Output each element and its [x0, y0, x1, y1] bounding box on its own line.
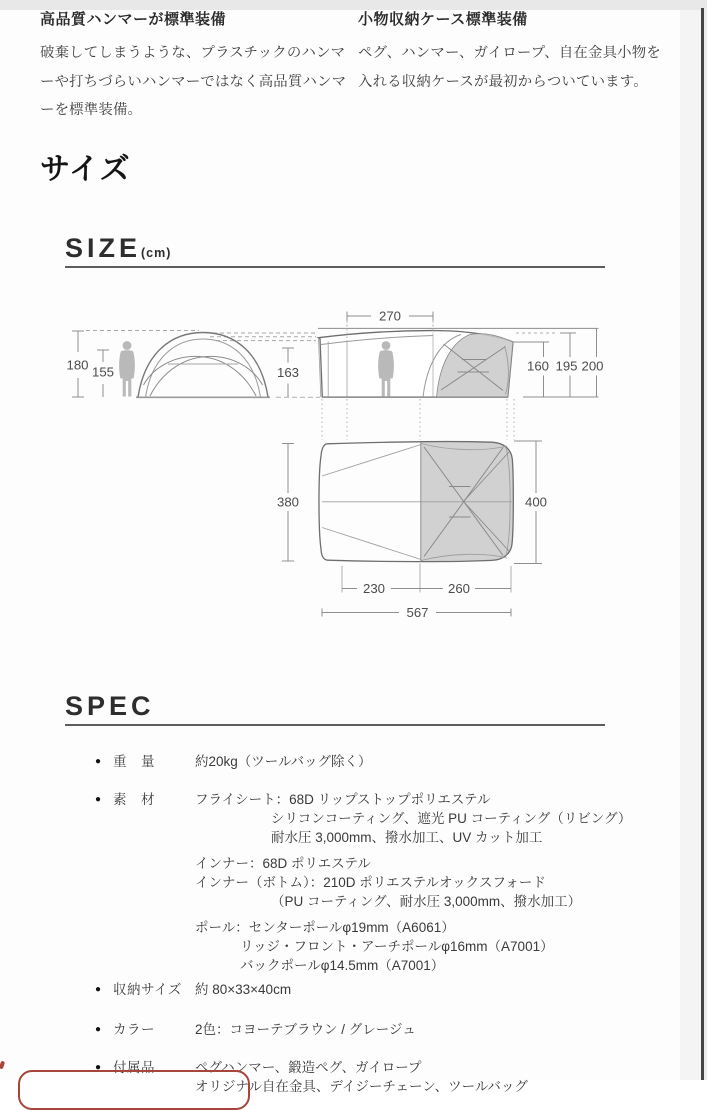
dome-tent-front-view [136, 333, 270, 398]
spec-subheader [65, 691, 605, 726]
feature-storage-case-body: ペグ、ハンマー、ガイロープ、自在金具小物を入れる収納ケースが最初からついています。 [358, 45, 661, 90]
cut-off-action-button[interactable] [18, 1070, 250, 1110]
material-pole-line2: リッジ・フロント・アーチポールφ16mm（A7001） [240, 939, 554, 954]
size-subheader [65, 233, 605, 268]
spec-row-storage-size [95, 980, 660, 999]
material-inner-line3: （PU コーティング、耐水圧 3,000mm、撥水加工） [271, 894, 582, 909]
floor-plan [319, 442, 513, 562]
spec-weight-label: 重 量 [113, 754, 155, 769]
spec-accessory-value [195, 1058, 660, 1096]
spec-material-value [195, 790, 660, 975]
dim-label-567: 567 [406, 605, 429, 620]
bullet-icon: ● [95, 794, 102, 805]
spec-row-weight [95, 752, 660, 771]
accessory-line2: オリジナル自在金具、デイジーチェーン、ツールバッグ [195, 1079, 528, 1094]
spec-storage-value: 約 80×33×40cm [195, 982, 292, 997]
bullet-icon: ● [95, 756, 102, 767]
material-fly-line3: 耐水圧 3,000mm、撥水加工、UV カット加工 [271, 830, 543, 845]
dim-label-380: 380 [276, 494, 300, 510]
accessory-line1: ペグハンマー、鍛造ペグ、ガイロープ [195, 1060, 422, 1075]
spec-list [95, 752, 660, 1096]
spec-accessory-label: 付属品 [113, 1060, 155, 1075]
projection-lines [322, 399, 514, 440]
bullet-icon: ● [95, 1062, 102, 1073]
feature-hammer-title: 高品質ハンマーが標準装備 [40, 11, 227, 28]
spec-color-value: 2色：コヨーテブラウン / グレージュ [195, 1022, 416, 1037]
material-inner-line2: インナー（ボトム）：210D ポリエステルオックスフォード [195, 875, 546, 890]
feature-storage-case [358, 8, 668, 96]
material-inner-line1: インナー：68D ポリエステル [195, 856, 371, 871]
spec-title: SPEC [65, 691, 155, 721]
material-fly-line2: シリコンコーティング、遮光 PU コーティング（リビング） [271, 811, 632, 826]
size-unit: (cm) [141, 246, 172, 260]
size-diagram [40, 288, 640, 635]
spec-color-label: カラー [113, 1022, 155, 1037]
size-rule [65, 266, 605, 268]
dim-label-260: 260 [447, 581, 471, 596]
material-pole-line1: ポール：センターポールφ19mm（A6061） [195, 920, 455, 935]
spec-weight-value: 約20kg（ツールバッグ除く） [195, 754, 372, 769]
dim-label-160: 160 [526, 358, 550, 374]
spec-row-material [95, 790, 660, 975]
dim-label-195: 195 [555, 358, 578, 374]
spec-storage-label: 収納サイズ [113, 982, 182, 997]
material-pole-line3: バックポールφ14.5mm（A7001） [240, 958, 445, 973]
dim-label-163: 163 [276, 365, 300, 380]
right-margin-strip [680, 10, 701, 1080]
dim-label-180: 180 [66, 357, 89, 373]
bullet-icon: ● [95, 1024, 102, 1035]
dim-label-200: 200 [581, 358, 604, 374]
bullet-icon: ● [95, 984, 102, 995]
person-silhouette-icon [119, 341, 135, 396]
edge-red-mark [0, 1061, 5, 1070]
dim-label-400: 400 [524, 494, 548, 510]
feature-storage-case-title: 小物収納ケース標準装備 [358, 11, 528, 28]
spec-material-label: 素 材 [113, 792, 155, 807]
size-title: SIZE [65, 233, 142, 263]
tunnel-tent-side-view [319, 331, 514, 398]
dim-label-270: 270 [378, 308, 402, 324]
spec-row-color [95, 1020, 660, 1039]
size-section-heading: サイズ [40, 153, 131, 186]
dim-label-155: 155 [91, 364, 115, 380]
feature-hammer-body: 破棄してしまうような、プラスチックのハンマーや打ちづらいハンマーではなく高品質ハンマーを標準装備。 [40, 45, 347, 118]
spec-rule [65, 724, 605, 726]
dim-label-230: 230 [362, 581, 386, 596]
material-fly-line1: フライシート：68D リップストップポリエステル [195, 792, 491, 807]
feature-hammer [40, 8, 353, 125]
